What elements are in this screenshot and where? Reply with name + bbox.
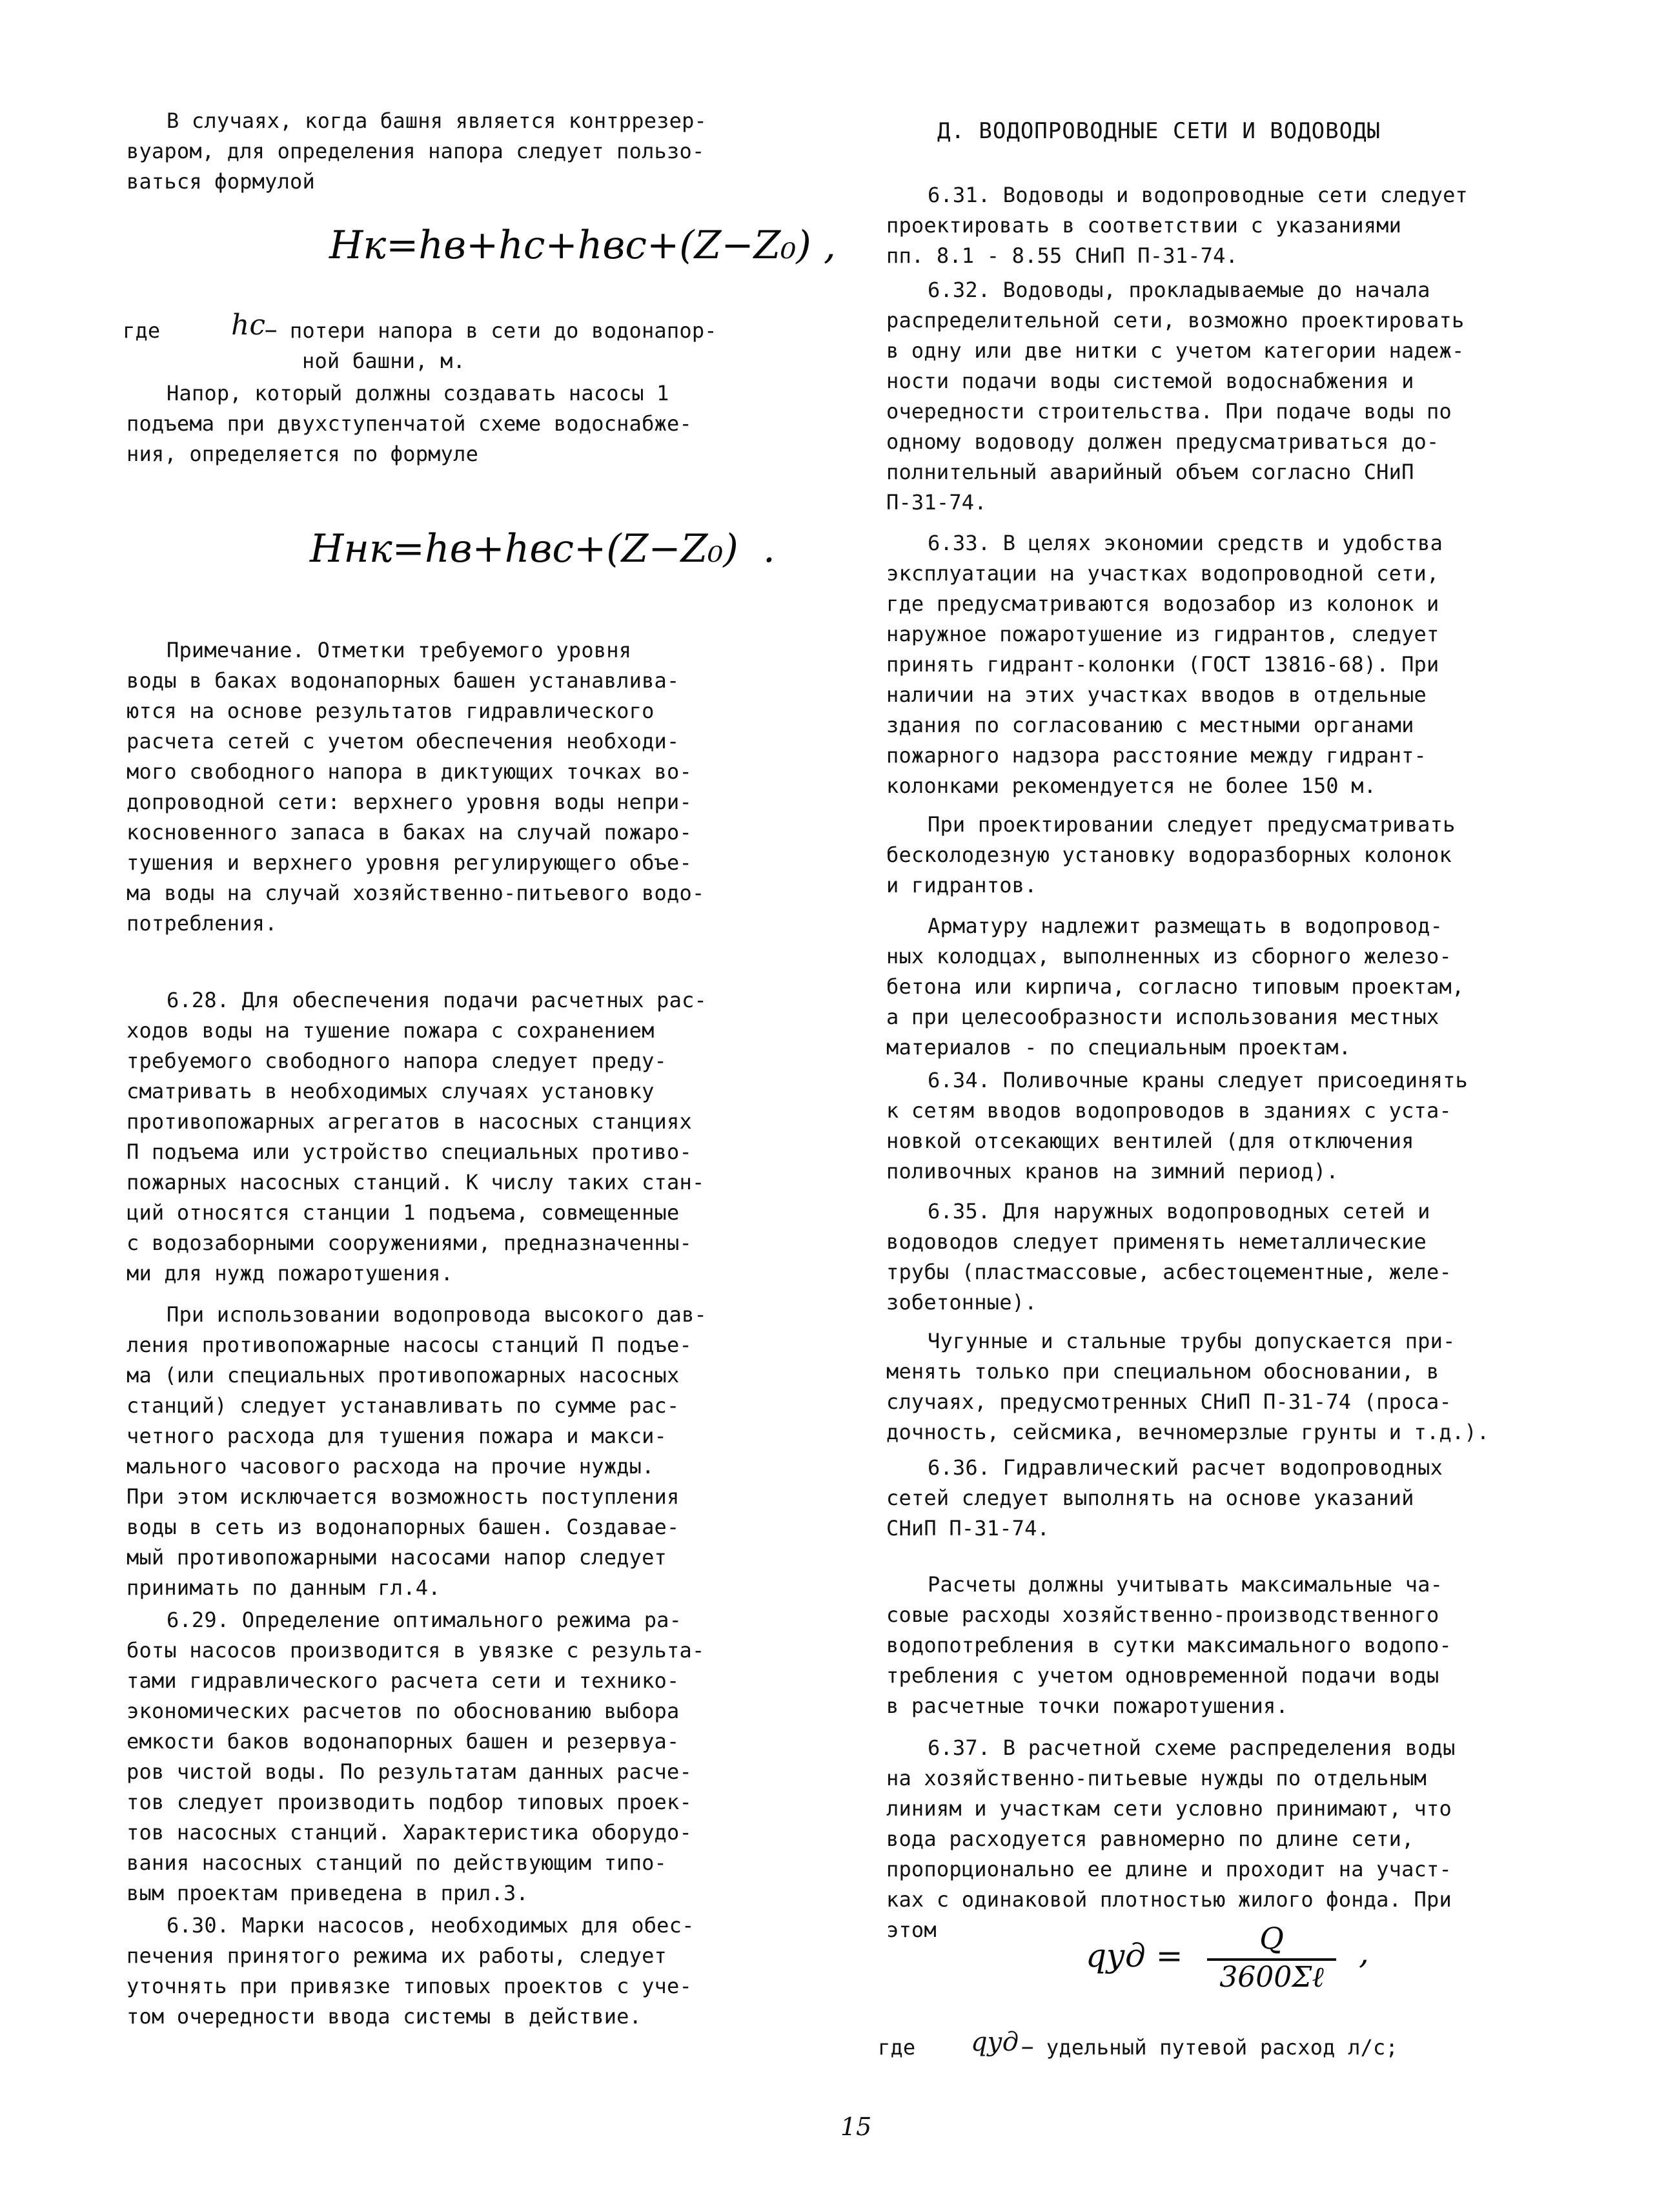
text-line: допроводной сети: верхнего уровня воды непри- (127, 790, 692, 814)
text-line: ках с одинаковой плотностью жилого фонда. При (886, 1887, 1452, 1912)
section-heading: Д. ВОДОПРОВОДНЫЕ СЕТИ И ВОДОВОДЫ (937, 118, 1381, 144)
text-line: емкости баков водонапорных башен и резервуа- (127, 1729, 680, 1754)
text-line: бесколодезную установку водоразборных колонок (886, 843, 1452, 867)
text-line: 6.34. Поливочные краны следует присоединять (928, 1068, 1469, 1092)
text-line: − потери напора в сети до водонапор- (265, 318, 717, 343)
text-line: ной башни, м. (302, 349, 466, 373)
text-line: водоводов следует применять неметаллические (886, 1229, 1427, 1254)
text-line: 6.29. Определение оптимального режима ра- (167, 1608, 682, 1632)
text-line: противопожарных агрегатов в насосных станциях (127, 1109, 692, 1134)
text-line: сматривать в необходимых случаях установку (127, 1079, 655, 1103)
text-line: бетона или кирпича, согласно типовым проектам, (886, 974, 1465, 999)
text-line: подъема при двухступенчатой схеме водоснабже- (127, 411, 692, 436)
text-line: При использовании водопровода высокого дав- (167, 1302, 707, 1327)
text-line: ходов воды на тушение пожара с сохранением (127, 1018, 655, 1043)
text-line: с водозаборными сооружениями, предназначенны- (127, 1231, 692, 1255)
text-line: тами гидравлического расчета сети и технико- (127, 1668, 680, 1693)
text-line: СНиП П-31-74. (886, 1516, 1050, 1541)
text-line: − удельный путевой расход л/с; (1021, 2035, 1398, 2060)
symbol-qud: qуд (971, 2027, 1019, 2057)
text-line: где предусматриваются водозабор из колонок и (886, 591, 1439, 616)
text-line: П-31-74. (886, 490, 987, 515)
formula-lhs: qуд = (1086, 1937, 1183, 1974)
text-line: мый противопожарными насосами напор следует (127, 1545, 667, 1570)
text-line: воды в баках водонапорных башен устанавлива- (127, 668, 680, 693)
text-line: вым проектам приведена в прил.3. (127, 1881, 529, 1905)
text-line: требуемого свободного напора следует преду- (127, 1049, 667, 1073)
fraction-numerator: Q (1259, 1921, 1284, 1956)
text-line: на хозяйственно-питьевые нужды по отдельным (886, 1766, 1427, 1790)
text-line: ности подачи воды системой водоснабжения и (886, 369, 1414, 393)
text-line: и гидрантов. (886, 873, 1037, 897)
text-line: ма воды на случай хозяйственно-питьевого водо- (127, 881, 705, 905)
text-line: колонками рекомендуется не более 150 м. (886, 773, 1377, 798)
formula-hnk: Hнк=hв+hвс+(Z−Z₀) . (310, 526, 775, 571)
text-line: ций относятся станции 1 подъема, совмещенные (127, 1200, 680, 1225)
text-line: 6.37. В расчетной схеме распределения воды (928, 1736, 1456, 1760)
text-line: распределительной сети, возможно проектировать (886, 308, 1465, 333)
text-line: уточнять при привязке типовых проектов с уче- (127, 1974, 692, 1998)
text-line: материалов - по специальным проектам. (886, 1035, 1352, 1060)
text-line: ваться формулой (127, 169, 315, 194)
text-line: пожарных насосных станций. К числу таких стан- (127, 1170, 705, 1194)
text-line: ления противопожарные насосы станций П подъе- (127, 1333, 692, 1357)
formula-tail: , (1359, 1934, 1369, 1971)
text-line: Арматуру надлежит размещать в водопровод- (928, 914, 1443, 938)
text-line: поливочных кранов на зимний период). (886, 1159, 1339, 1183)
page-number: 15 (840, 2113, 872, 2141)
text-line: трубы (пластмассовые, асбестоцементные, желе- (886, 1260, 1452, 1284)
fraction (1201, 1921, 1343, 1998)
text-line: ных колодцах, выполненных из сборного железо- (886, 944, 1452, 968)
text-line: проектировать в соответствии с указаниями (886, 213, 1402, 238)
text-line: При этом исключается возможность поступления (127, 1484, 680, 1509)
text-line: четного расхода для тушения пожара и макси- (127, 1424, 667, 1448)
text-line: пожарного надзора расстояние между гидрант- (886, 743, 1427, 768)
text-line: зобетонные). (886, 1290, 1037, 1315)
text-line: ются на основе результатов гидравлического (127, 699, 655, 723)
text-line: полнительный аварийный объем согласно СНиП (886, 460, 1414, 484)
text-line: одному водоводу должен предусматриваться до- (886, 429, 1439, 454)
text-line: дочность, сейсмика, вечномерзлые грунты и т.д.). (886, 1420, 1490, 1444)
text-line: тов насосных станций. Характеристика оборудо- (127, 1820, 692, 1845)
text-line: том очередности ввода системы в действие. (127, 2004, 642, 2029)
symbol-hc: hс (231, 309, 265, 342)
text-line: потребления. (127, 911, 278, 936)
text-line: мального часового расхода на прочие нужды. (127, 1454, 655, 1479)
text-line: П подъема или устройство специальных противо- (127, 1140, 692, 1164)
text-line: в одну или две нитки с учетом категории надеж- (886, 338, 1465, 363)
text-line: косновенного запаса в баках на случай пожаро- (127, 820, 692, 845)
text-line: принять гидрант-колонки (ГОСТ 13816-68). При (886, 652, 1439, 677)
text-line: тушения и верхнего уровня регулирующего объе- (127, 850, 692, 875)
formula-hk: Hк=hв+hс+hвс+(Z−Z₀) , (329, 223, 836, 268)
text-line: вода расходуется равномерно по длине сети, (886, 1827, 1414, 1851)
text-line: линиям и участкам сети условно принимают, что (886, 1796, 1452, 1821)
text-line: совые расходы хозяйственно-производственного (886, 1603, 1439, 1627)
text-line: наличии на этих участках вводов в отдельные (886, 682, 1427, 707)
text-line: мого свободного напора в диктующих точках во- (127, 759, 692, 784)
text-line: новкой отсекающих вентилей (для отключения (886, 1129, 1414, 1153)
text-line: очередности строительства. При подаче воды по (886, 399, 1452, 424)
text-line: 6.33. В целях экономии средств и удобства (928, 531, 1443, 555)
where-word: где (878, 2035, 916, 2060)
text-line: пп. 8.1 - 8.55 СНиП П-31-74. (886, 243, 1239, 268)
text-line: менять только при специальном обосновании, в (886, 1359, 1439, 1384)
text-line: 6.31. Водоводы и водопроводные сети следует (928, 183, 1469, 207)
text-line: Чугунные и стальные трубы допускается при- (928, 1329, 1456, 1353)
text-line: вания насосных станций по действующим типо- (127, 1850, 667, 1875)
text-line: тов следует производить подбор типовых проек- (127, 1790, 692, 1814)
text-line: ма (или специальных противопожарных насосных (127, 1363, 680, 1388)
text-line: Примечание. Отметки требуемого уровня (167, 638, 632, 662)
text-line: здания по согласованию с местными органами (886, 713, 1414, 737)
text-line: 6.35. Для наружных водопроводных сетей и (928, 1199, 1430, 1224)
text-line: 6.28. Для обеспечения подачи расчетных рас- (167, 988, 707, 1012)
text-line: ния, определяется по формуле (127, 442, 479, 466)
text-line: ров чистой воды. По результатам данных расче- (127, 1759, 692, 1784)
text-line: экономических расчетов по обоснованию выбора (127, 1699, 680, 1723)
text-line: вуаром, для определения напора следует пользо- (127, 139, 705, 163)
text-line: печения принятого режима их работы, следует (127, 1943, 667, 1968)
text-line: требления с учетом одновременной подачи воды (886, 1663, 1439, 1688)
text-line: ми для нужд пожаротушения. (127, 1261, 454, 1285)
where-word: где (123, 318, 161, 343)
text-line: этом (886, 1918, 937, 1942)
text-line: воды в сеть из водонапорных башен. Создавае- (127, 1515, 680, 1539)
text-line: принимать по данным гл.4. (127, 1575, 441, 1600)
text-line: В случаях, когда башня является контррезер- (167, 108, 707, 133)
text-line: в расчетные точки пожаротушения. (886, 1694, 1288, 1718)
text-line: станций) следует устанавливать по сумме рас- (127, 1393, 680, 1418)
text-line: Расчеты должны учитывать максимальные ча- (928, 1572, 1443, 1597)
text-line: 6.36. Гидравлический расчет водопроводных (928, 1455, 1443, 1480)
text-line: наружное пожаротушение из гидрантов, следует (886, 622, 1439, 646)
fraction-denominator: 3600Σℓ (1219, 1961, 1324, 1994)
text-line: расчета сетей с учетом обеспечения необходи- (127, 729, 680, 753)
text-line: сетей следует выполнять на основе указаний (886, 1486, 1414, 1510)
text-line: 6.32. Водоводы, прокладываемые до начала (928, 278, 1430, 302)
text-line: а при целесообразности использования местных (886, 1005, 1439, 1029)
text-line: При проектировании следует предусматривать (928, 812, 1456, 837)
text-line: боты насосов производится в увязке с результа- (127, 1638, 705, 1663)
text-line: к сетям вводов водопроводов в зданиях с уста- (886, 1098, 1452, 1123)
text-line: случаях, предусмотренных СНиП П-31-74 (проса- (886, 1389, 1452, 1414)
text-line: водопотребления в сутки максимального водопо- (886, 1633, 1452, 1657)
text-line: 6.30. Марки насосов, необходимых для обес- (167, 1913, 695, 1938)
text-line: Напор, который должны создавать насосы 1 (167, 381, 669, 405)
text-line: пропорционально ее длине и проходит на участ- (886, 1857, 1452, 1881)
text-line: эксплуатации на участках водопроводной сети, (886, 561, 1439, 586)
